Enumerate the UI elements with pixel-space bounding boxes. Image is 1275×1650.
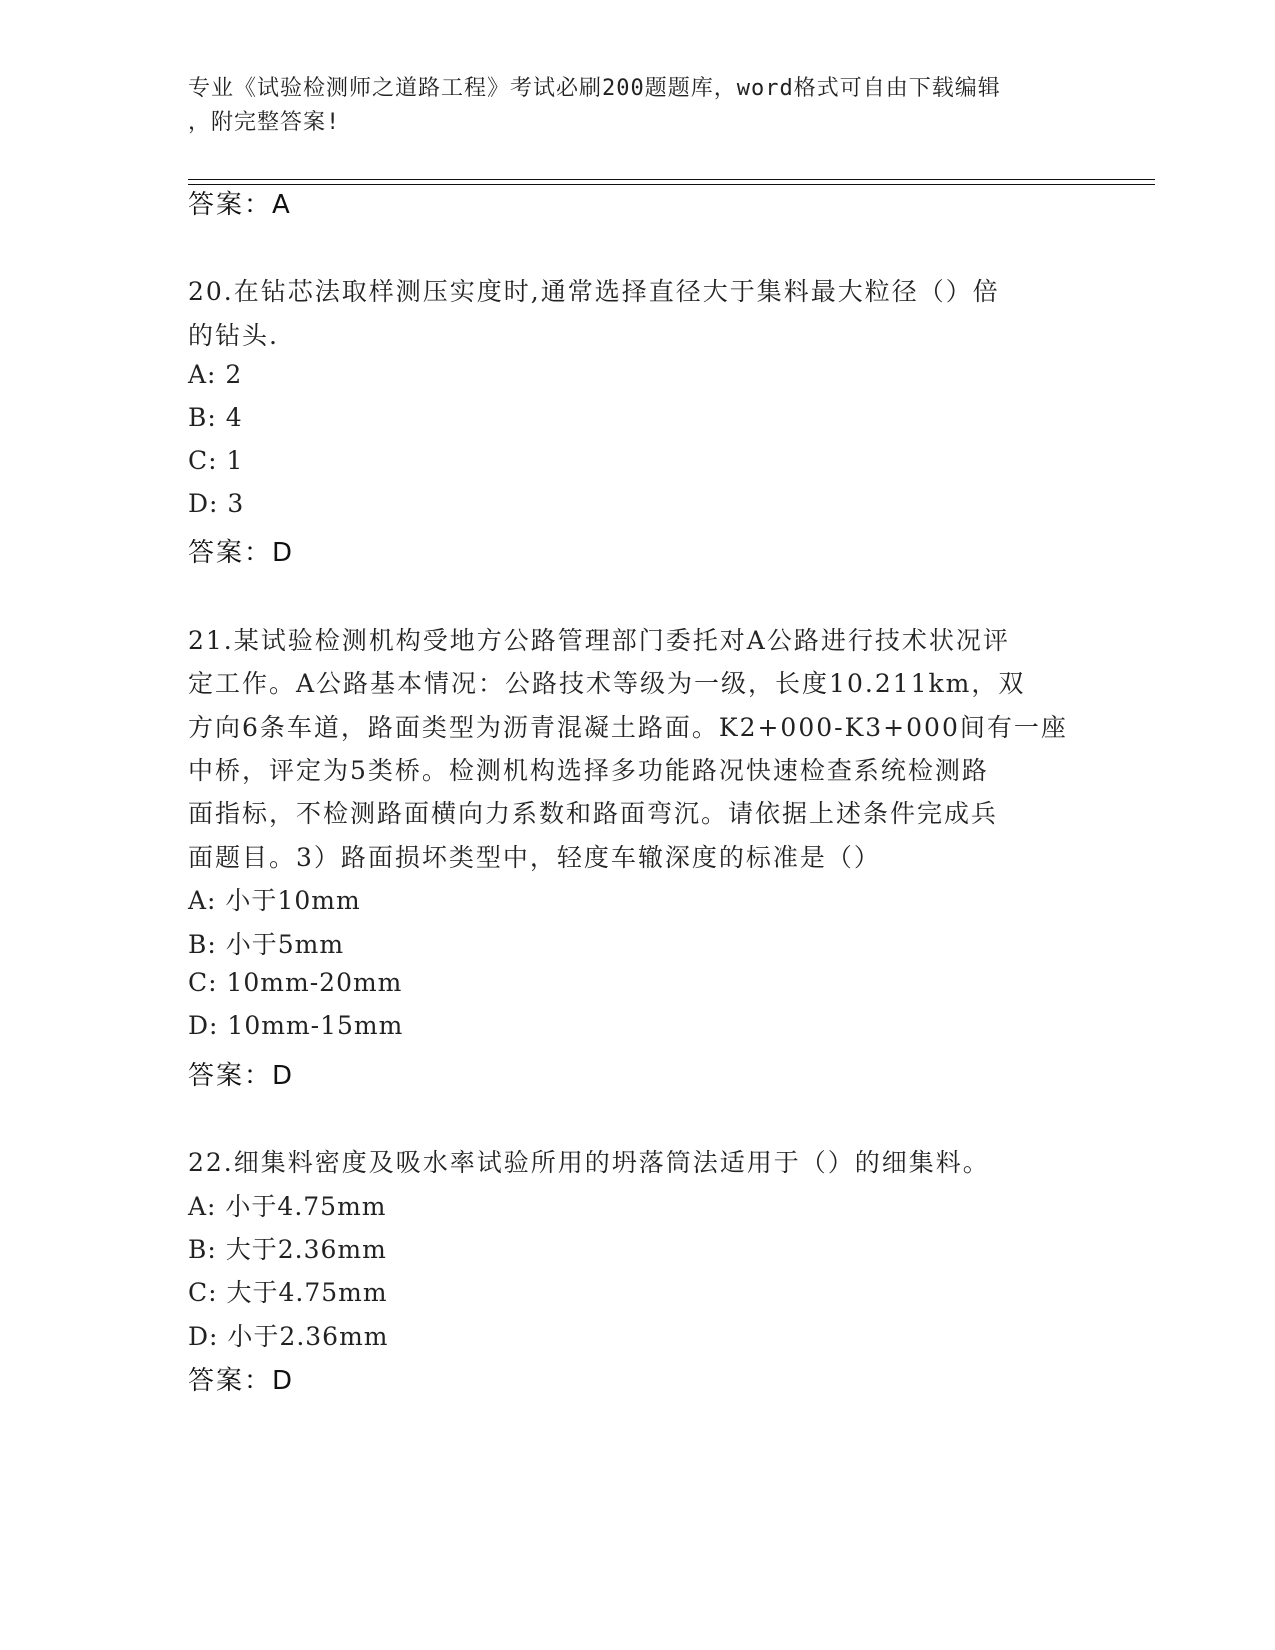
option-d: D: 小于2.36mm [188, 1322, 389, 1351]
option-d: D: 3 [188, 489, 245, 518]
question-text-line: 方向6条车道，路面类型为沥青混凝土路面。K2+000-K3+000间有一座 [188, 713, 1068, 742]
header-title-line-2: ，附完整答案! [188, 110, 341, 135]
option-a: A: 2 [188, 360, 243, 389]
page-header [188, 72, 1088, 140]
option-b: B: 4 [188, 403, 243, 432]
option-b: B: 小于5mm [188, 930, 345, 959]
option-d: D: 10mm-15mm [188, 1011, 404, 1040]
answer-label: 答案：D [188, 1061, 295, 1091]
option-a: A: 小于10mm [188, 886, 361, 915]
answer-label: 答案：A [188, 190, 292, 220]
option-c: C: 1 [188, 446, 244, 475]
question-text-line: 面指标，不检测路面横向力系数和路面弯沉。请依据上述条件完成兵 [188, 799, 999, 828]
question-text-line: 的钻头. [188, 321, 279, 350]
question-text-line: 22.细集料密度及吸水率试验所用的坍落筒法适用于（）的细集料。 [188, 1148, 990, 1177]
option-c: C: 大于4.75mm [188, 1278, 388, 1307]
option-b: B: 大于2.36mm [188, 1235, 387, 1264]
question-text-line: 20.在钻芯法取样测压实度时,通常选择直径大于集料最大粒径（）倍 [188, 277, 1000, 306]
question-text-line: 21.某试验检测机构受地方公路管理部门委托对A公路进行技术状况评 [188, 626, 1010, 655]
answer-label: 答案：D [188, 1366, 295, 1396]
option-a: A: 小于4.75mm [188, 1192, 387, 1221]
header-divider-top [188, 179, 1155, 180]
header-title-line-1: 专业《试验检测师之道路工程》考试必刷200题题库，word格式可自由下载编辑 [188, 76, 1001, 101]
answer-label: 答案：D [188, 538, 295, 568]
question-text-line: 定工作。A公路基本情况：公路技术等级为一级，长度10.211km，双 [188, 669, 1026, 698]
question-text-line: 面题目。3）路面损坏类型中，轻度车辙深度的标准是（） [188, 843, 881, 872]
option-c: C: 10mm-20mm [188, 968, 403, 997]
header-divider-bottom [188, 184, 1155, 185]
question-text-line: 中桥，评定为5类桥。检测机构选择多功能路况快速检查系统检测路 [188, 756, 989, 785]
